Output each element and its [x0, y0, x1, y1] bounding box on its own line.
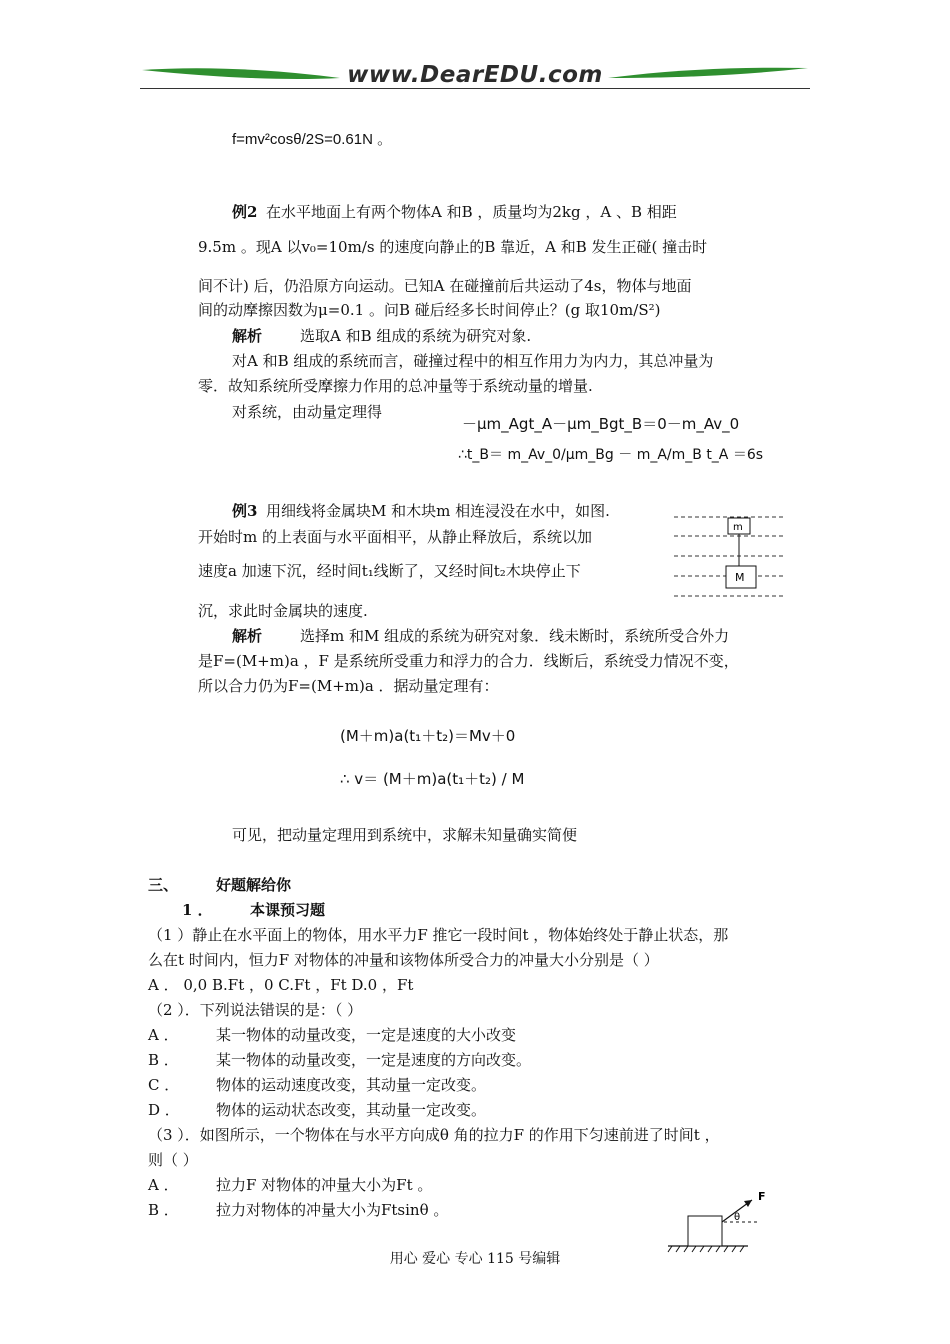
site-name[interactable]: www.DearEDU.com — [347, 62, 603, 88]
example3-line-4: 沉，求此时金属块的速度. — [198, 602, 368, 620]
example3-analysis-line-1: 选择m 和M 组成的系统为研究对象．线未断时，系统所受合外力 — [300, 627, 730, 645]
q3-option-b-text: 拉力对物体的冲量大小为Ftsinθ 。 — [216, 1201, 449, 1219]
example2-line-3: 间不计) 后，仍沿原方向运动。已知A 在碰撞前后共运动了4s，物体与地面 — [198, 277, 692, 295]
section3-number: 三、 — [148, 876, 179, 894]
formula-top: f=mv²cosθ/2S=0.61N 。 — [232, 131, 393, 148]
q3-option-b-letter: B ． — [148, 1201, 179, 1219]
q2-option-d-letter: D ． — [148, 1101, 180, 1119]
q3-line-2: 则（ ） — [148, 1151, 198, 1169]
example2-analysis-line-4: 对系统，由动量定理得 — [232, 403, 383, 421]
q1-options: A ． 0,0 B.Ft ，0 C.Ft ，Ft D.0 ，Ft — [148, 976, 414, 994]
example3-equation-2: ∴ v＝ (M＋m)a(t₁＋t₂) / M — [340, 770, 525, 788]
q3-option-a-text: 拉力F 对物体的冲量大小为Ft 。 — [216, 1176, 433, 1194]
header-rule — [140, 88, 810, 89]
small-block-label: m — [733, 522, 743, 533]
example3-analysis-line-2: 是F=(M+m)a ，F 是系统所受重力和浮力的合力．线断后，系统受力情况不变， — [198, 652, 739, 670]
q2-option-c-letter: C ． — [148, 1076, 180, 1094]
example3-equation-1: (M＋m)a(t₁＋t₂)＝Mv＋0 — [340, 727, 516, 745]
example2-equation-2: ∴t_B＝ m_Av_0/μm_Bg － m_A/m_B t_A ＝6s — [458, 447, 764, 463]
example2-line-1: 在水平地面上有两个物体A 和B ，质量均为2kg ，A 、B 相距 — [266, 203, 677, 221]
pull-force-figure — [664, 1188, 774, 1254]
example3-conclusion: 可见，把动量定理用到系统中，求解未知量确实简便 — [232, 826, 578, 844]
example2-label: 例2 — [232, 203, 258, 221]
page-footer: 用心 爱心 专心 115 号编辑 — [389, 1251, 561, 1267]
site-header — [140, 62, 810, 92]
example2-analysis-line-1: 选取A 和B 组成的系统为研究对象. — [300, 327, 532, 345]
angle-label: θ — [734, 1212, 741, 1223]
subsection-title: 本课预习题 — [250, 901, 326, 919]
example2-line-4: 间的动摩擦因数为μ=0.1 。问B 碰后经多长时间停止？(g 取10m/S²) — [198, 301, 661, 319]
example3-label: 例3 — [232, 502, 258, 520]
example2-equation-1: －μm_Agt_A－μm_Bgt_B＝0－m_Av_0 — [462, 415, 740, 433]
subsection-number: 1 ． — [182, 901, 213, 919]
q2-stem: （2 ）．下列说法错误的是：（ ） — [148, 1001, 363, 1019]
q2-option-a-letter: A ． — [148, 1026, 179, 1044]
example2-line-2: 9.5m 。现A 以v₀=10m/s 的速度向静止的B 靠近，A 和B 发生正碰( 撞击时 — [198, 238, 708, 256]
q2-option-c-text: 物体的运动速度改变，其动量一定改变。 — [216, 1076, 487, 1094]
pulled-block — [688, 1216, 722, 1246]
section3-title: 好题解给你 — [216, 876, 292, 894]
example3-line-3: 速度a 加速下沉，经时间t₁线断了，又经时间t₂木块停止下 — [198, 562, 581, 580]
q3-line-1: （3 ）．如图所示，一个物体在与水平方向成θ 角的拉力F 的作用下匀速前进了时间t ， — [148, 1126, 720, 1144]
example3-analysis-line-3: 所以合力仍为F=(M+m)a ．据动量定理有： — [198, 677, 499, 695]
large-block-label: M — [735, 571, 745, 584]
example2-analysis-line-2: 对A 和B 组成的系统而言，碰撞过程中的相互作用力为内力，其总冲量为 — [232, 352, 714, 370]
q1-line-2: 么在t 时间内，恒力F 对物体的冲量和该物体所受合力的冲量大小分别是（ ） — [148, 951, 659, 969]
q2-option-a-text: 某一物体的动量改变，一定是速度的大小改变 — [216, 1026, 517, 1044]
q1-line-1: （1 ）静止在水平面上的物体，用水平力F 推它一段时间t ，物体始终处于静止状态，那 — [148, 926, 729, 944]
q2-option-b-letter: B ． — [148, 1051, 179, 1069]
example3-line-2: 开始时m 的上表面与水平面相平，从静止释放后，系统以加 — [198, 528, 592, 546]
q3-option-a-letter: A ． — [148, 1176, 179, 1194]
water-blocks-figure — [672, 508, 790, 604]
example2-analysis-label: 解析 — [232, 327, 263, 345]
example3-analysis-label: 解析 — [232, 627, 263, 645]
force-label: F — [758, 1190, 766, 1203]
q2-option-b-text: 某一物体的动量改变，一定是速度的方向改变。 — [216, 1051, 532, 1069]
example2-analysis-line-3: 零．故知系统所受摩擦力作用的总冲量等于系统动量的增量. — [198, 377, 593, 395]
example3-line-1: 用细线将金属块M 和木块m 相连浸没在水中，如图. — [266, 502, 610, 520]
q2-option-d-text: 物体的运动状态改变，其动量一定改变。 — [216, 1101, 487, 1119]
